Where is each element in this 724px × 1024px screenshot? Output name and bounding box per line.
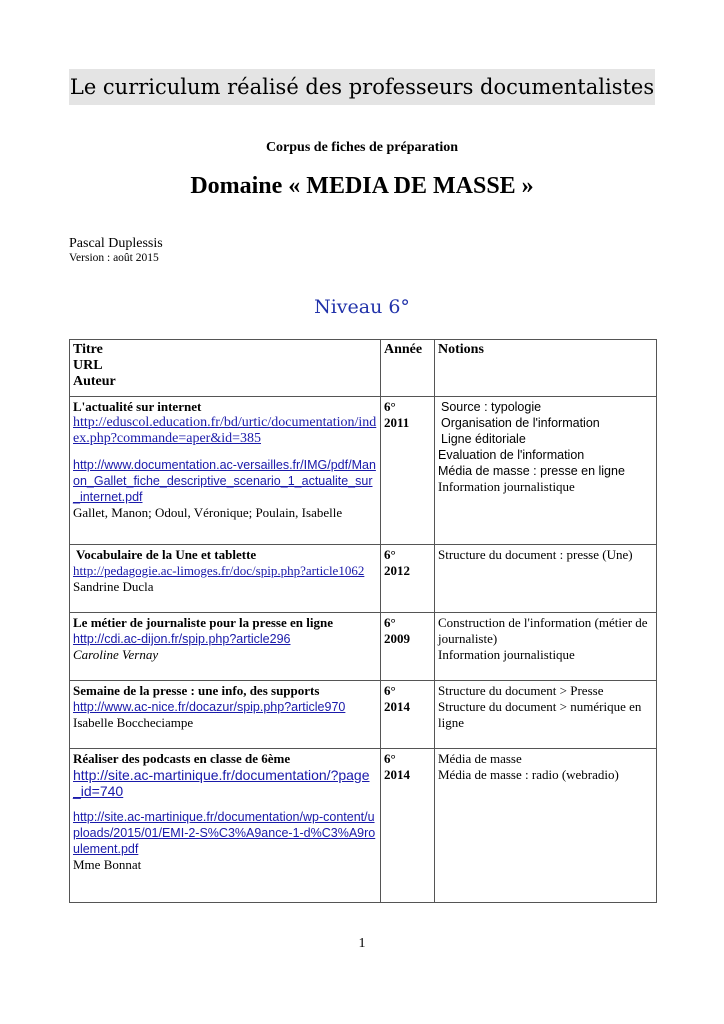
row-author: Sandrine Ducla <box>73 579 154 594</box>
document-title: Domaine « MEDIA DE MASSE » <box>190 173 534 199</box>
row-level: 6° <box>384 751 396 766</box>
notion-item: Média de masse : radio (webradio) <box>438 767 619 782</box>
row-title: Le métier de journaliste pour la presse en ligne <box>73 615 333 630</box>
notion-item: Source : typologie <box>441 400 542 414</box>
table-row <box>70 749 657 903</box>
header-notions: Notions <box>435 340 657 397</box>
row-year-cell <box>381 545 435 613</box>
row-notions-cell <box>435 749 657 903</box>
notion-item: Information journalistique <box>438 647 575 662</box>
row-author: Mme Bonnat <box>73 857 142 872</box>
row-level: 6° <box>384 615 396 630</box>
row-info-cell <box>70 397 381 545</box>
row-notions-cell <box>435 545 657 613</box>
table-row <box>70 397 657 545</box>
header-url: URL <box>73 358 103 373</box>
row-year: 2012 <box>384 563 410 578</box>
row-title: L'actualité sur internet <box>73 399 202 414</box>
notion-item: Média de masse <box>438 751 522 766</box>
row-notions-cell <box>435 613 657 681</box>
version-date: Version : août 2015 <box>69 252 159 264</box>
document-subtitle: Corpus de fiches de préparation <box>265 140 459 155</box>
row-title: Vocabulaire de la Une et tablette <box>76 547 257 562</box>
row-url-primary[interactable]: http://eduscol.education.fr/bd/urtic/documentation/index.php?commande=aper&id=385 <box>73 415 377 446</box>
row-level: 6° <box>384 547 396 562</box>
notion-item: Information journalistique <box>438 479 575 494</box>
row-year-cell <box>381 681 435 749</box>
row-year: 2011 <box>384 415 410 430</box>
row-info-cell <box>70 681 381 749</box>
row-year: 2014 <box>384 699 410 714</box>
notion-item: Structure du document > Presse <box>438 683 604 698</box>
row-url-secondary[interactable]: http://www.documentation.ac-versailles.fr/IMG/pdf/Manon_Gallet_fiche_descriptive_scenario_1_actualite_sur_internet.pdf <box>73 458 376 504</box>
row-year-cell <box>381 749 435 903</box>
table-row <box>70 545 657 613</box>
notion-item: Ligne éditoriale <box>441 432 526 446</box>
row-notions-cell <box>435 681 657 749</box>
row-info-cell <box>70 749 381 903</box>
row-year: 2009 <box>384 631 410 646</box>
table-row <box>70 681 657 749</box>
table-header-row <box>70 340 657 397</box>
fiches-table <box>69 339 657 903</box>
header-titre-url-auteur <box>70 340 381 397</box>
row-level: 6° <box>384 683 396 698</box>
notion-item: Structure du document : presse (Une) <box>438 547 633 562</box>
row-url-primary[interactable]: http://pedagogie.ac-limoges.fr/doc/spip.php?article1062 <box>73 563 365 578</box>
row-url-primary[interactable]: http://site.ac-martinique.fr/documentation/?page_id=740 <box>73 767 370 799</box>
notion-item: Structure du document > numérique en ligne <box>438 699 642 730</box>
row-notions-cell <box>435 397 657 545</box>
row-author: Caroline Vernay <box>73 647 159 662</box>
row-year-cell <box>381 397 435 545</box>
niveau-heading: Niveau 6° <box>314 296 410 318</box>
row-info-cell <box>70 545 381 613</box>
row-url-primary[interactable]: http://www.ac-nice.fr/docazur/spip.php?article970 <box>73 700 346 714</box>
row-url-primary[interactable]: http://cdi.ac-dijon.fr/spip.php?article296 <box>73 632 291 646</box>
notion-item: Evaluation de l'information <box>438 448 585 462</box>
row-author: Isabelle Boccheciampe <box>73 715 194 730</box>
row-author: Gallet, Manon; Odoul, Véronique; Poulain, Isabelle <box>73 505 343 520</box>
notion-item: Média de masse : presse en ligne <box>438 464 625 478</box>
header-titre: Titre <box>73 342 103 357</box>
row-info-cell <box>70 613 381 681</box>
header-auteur: Auteur <box>73 374 116 389</box>
row-level: 6° <box>384 399 396 414</box>
header-annee: Année <box>381 340 435 397</box>
page-number: 1 <box>358 936 366 951</box>
row-title: Réaliser des podcasts en classe de 6ème <box>73 751 291 766</box>
row-year: 2014 <box>384 767 410 782</box>
row-title: Semaine de la presse : une info, des supports <box>73 683 320 698</box>
notion-item: Construction de l'information (métier de journaliste) <box>438 615 648 646</box>
notion-item: Organisation de l'information <box>441 416 600 430</box>
row-year-cell <box>381 613 435 681</box>
table-row <box>70 613 657 681</box>
document-banner: Le curriculum réalisé des professeurs documentalistes <box>69 69 655 105</box>
row-url-secondary[interactable]: http://site.ac-martinique.fr/documentation/wp-content/uploads/2015/01/EMI-2-S%C3%A9ance-1-d%C3%A9roulement.pdf <box>73 810 376 856</box>
author-name: Pascal Duplessis <box>69 236 163 251</box>
